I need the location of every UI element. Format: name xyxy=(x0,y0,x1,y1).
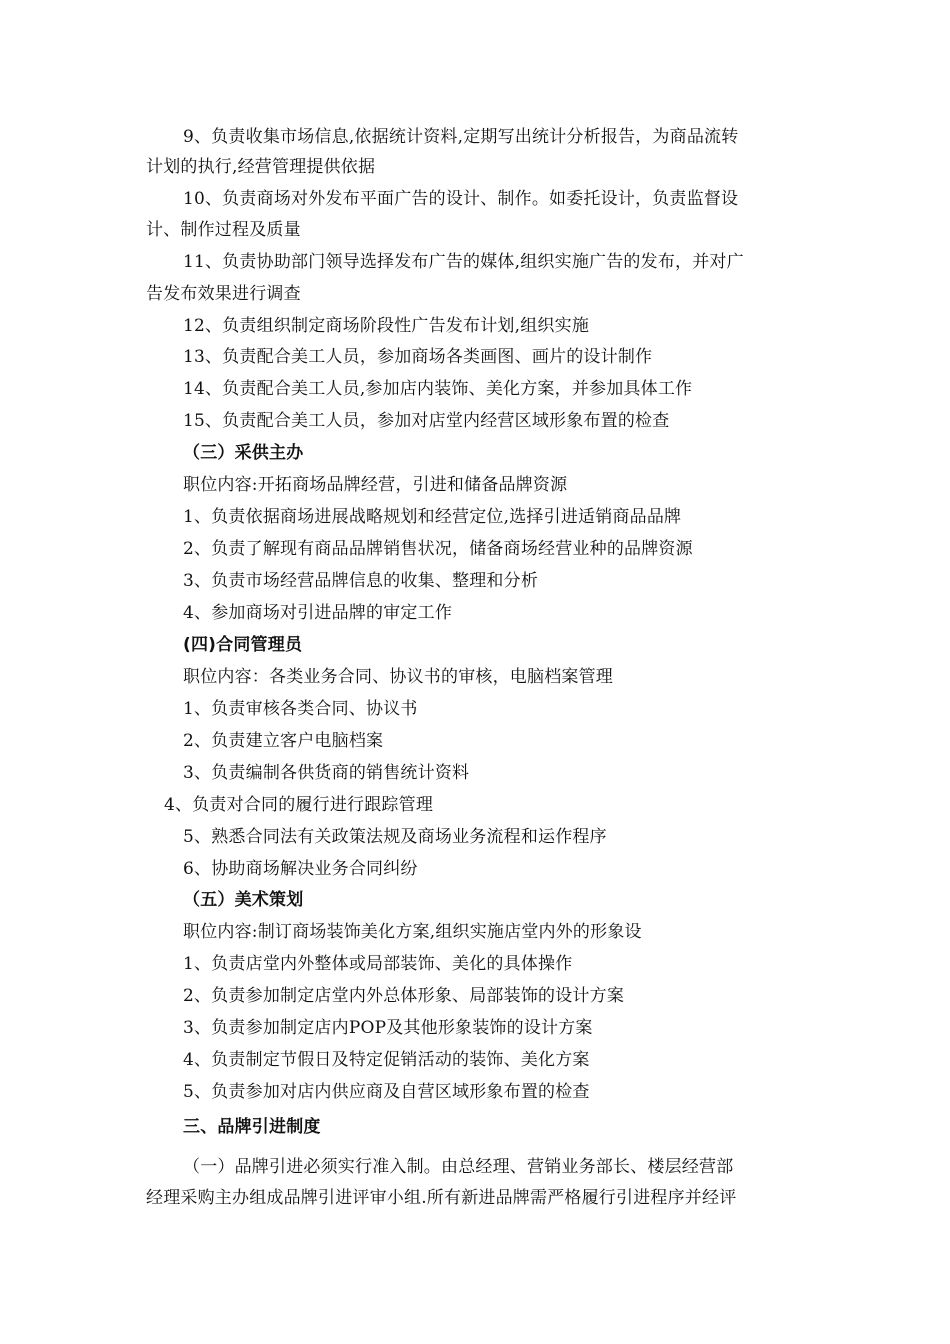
paragraph-line: 1、负责审核各类合同、协议书 xyxy=(183,699,418,719)
section-heading: (四)合同管理员 xyxy=(183,635,303,655)
section-heading: （五）美术策划 xyxy=(183,890,304,910)
paragraph-line: 12、负责组织制定商场阶段性广告发布计划,组织实施 xyxy=(183,316,590,336)
paragraph-line: 3、负责参加制定店内POP及其他形象装饰的设计方案 xyxy=(183,1018,593,1038)
paragraph-line: 职位内容：各类业务合同、协议书的审核，电脑档案管理 xyxy=(183,667,613,687)
paragraph-line: 2、负责参加制定店堂内外总体形象、局部装饰的设计方案 xyxy=(183,986,625,1006)
paragraph-line: 经理采购主办组成品牌引进评审小组.所有新进品牌需严格履行引进程序并经评 xyxy=(146,1188,737,1208)
paragraph-line: 计、制作过程及质量 xyxy=(146,220,301,240)
paragraph-line: 2、负责了解现有商品品牌销售状况，储备商场经营业种的品牌资源 xyxy=(183,539,693,559)
paragraph-line: 3、负责市场经营品牌信息的收集、整理和分析 xyxy=(183,571,539,591)
paragraph-line: 3、负责编制各供货商的销售统计资料 xyxy=(183,763,470,783)
paragraph-line: 职位内容:制订商场装饰美化方案,组织实施店堂内外的形象设 xyxy=(183,922,642,942)
paragraph-line: 4、负责制定节假日及特定促销活动的装饰、美化方案 xyxy=(183,1050,590,1070)
paragraph-line: 6、协助商场解决业务合同纠纷 xyxy=(183,859,418,879)
paragraph-line: 9、负责收集市场信息,依据统计资料,定期写出统计分析报告，为商品流转 xyxy=(183,127,739,147)
paragraph-line: 1、负责依据商场进展战略规划和经营定位,选择引进适销商品品牌 xyxy=(183,507,682,527)
paragraph-line: 10、负责商场对外发布平面广告的设计、制作。如委托设计，负责监督设 xyxy=(183,189,739,209)
chapter-heading: 三、品牌引进制度 xyxy=(183,1117,321,1137)
paragraph-line: 1、负责店堂内外整体或局部装饰、美化的具体操作 xyxy=(183,954,573,974)
paragraph-line: 职位内容:开拓商场品牌经营，引进和储备品牌资源 xyxy=(183,475,568,495)
paragraph-line: 5、负责参加对店内供应商及自营区域形象布置的检查 xyxy=(183,1082,590,1102)
paragraph-line: 11、负责协助部门领导选择发布广告的媒体,组织实施广告的发布，并对广 xyxy=(183,252,744,272)
paragraph-line: 2、负责建立客户电脑档案 xyxy=(183,731,384,751)
paragraph-line: （一）品牌引进必须实行准入制。由总经理、营销业务部长、楼层经营部 xyxy=(183,1157,734,1177)
paragraph-line: 计划的执行,经营管理提供依据 xyxy=(146,157,376,177)
paragraph-line: 5、熟悉合同法有关政策法规及商场业务流程和运作程序 xyxy=(183,827,607,847)
paragraph-line: 告发布效果进行调查 xyxy=(146,284,301,304)
paragraph-line: 14、负责配合美工人员,参加店内装饰、美化方案，并参加具体工作 xyxy=(183,379,693,399)
paragraph-line: 4、负责对合同的履行进行跟踪管理 xyxy=(164,795,434,815)
paragraph-line: 4、参加商场对引进品牌的审定工作 xyxy=(183,603,453,623)
paragraph-line: 13、负责配合美工人员，参加商场各类画图、画片的设计制作 xyxy=(183,347,653,367)
paragraph-line: 15、负责配合美工人员，参加对店堂内经营区域形象布置的检查 xyxy=(183,411,670,431)
section-heading: （三）采供主办 xyxy=(183,443,304,463)
